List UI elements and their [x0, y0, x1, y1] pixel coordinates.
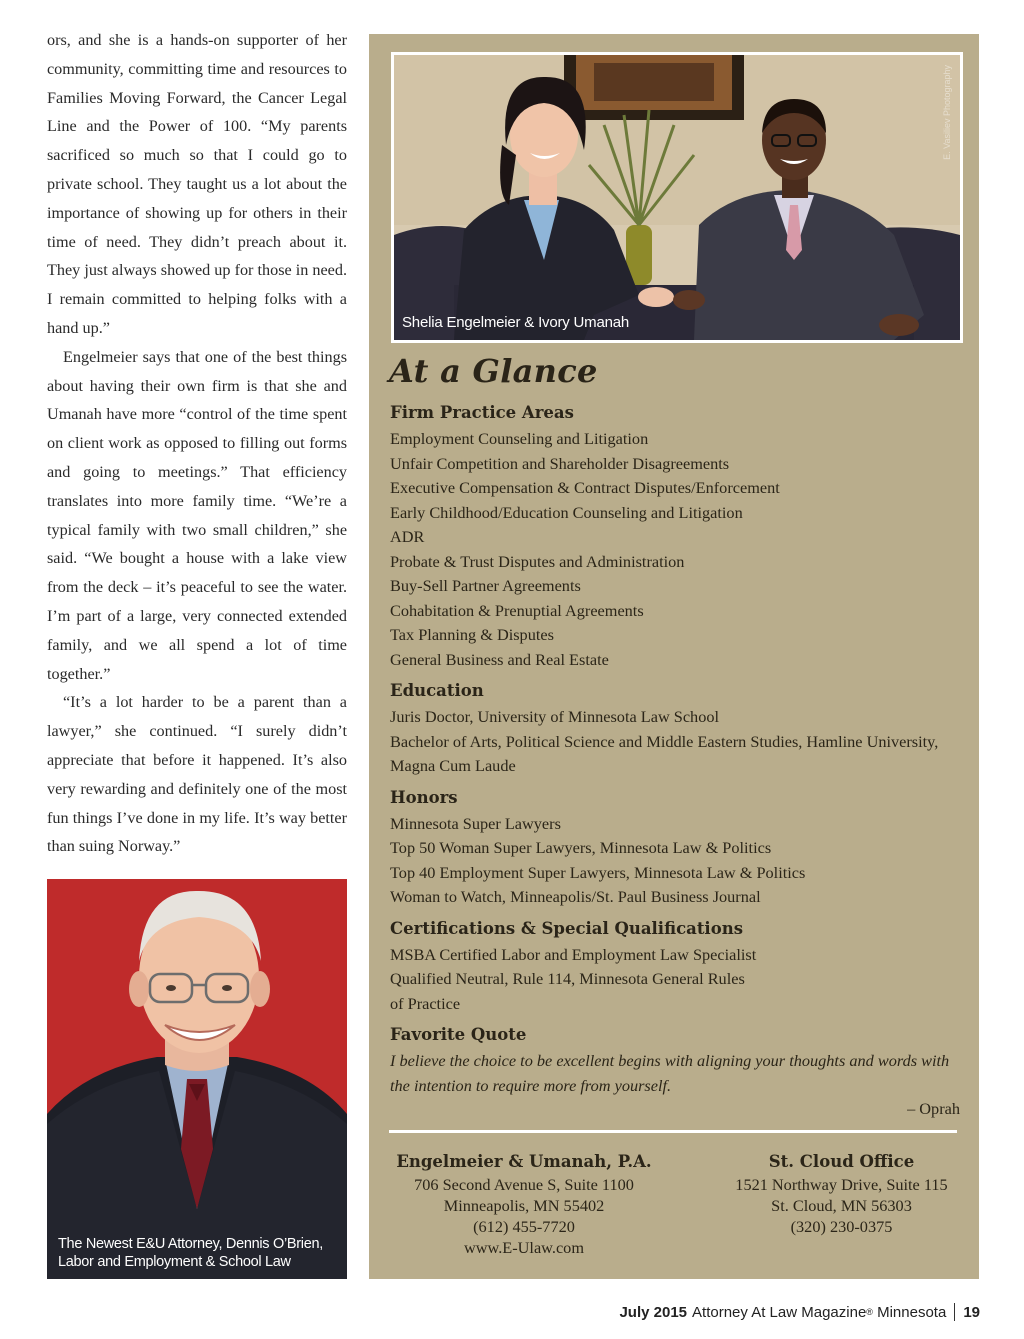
education-list — [390, 705, 960, 779]
list-item: Woman to Watch, Minneapolis/St. Paul Business Journal — [390, 887, 761, 906]
honors-section — [390, 787, 960, 910]
firm-website-link[interactable]: www.E-Ulaw.com — [464, 1238, 584, 1257]
list-item: Qualified Neutral, Rule 114, Minnesota General Rules — [390, 969, 745, 988]
list-item: Employment Counseling and Litigation — [390, 429, 649, 448]
list-item: ADR — [390, 527, 425, 546]
at-a-glance-title: At a Glance — [389, 352, 598, 390]
practice-areas-section — [390, 402, 960, 672]
list-item: Buy-Sell Partner Agreements — [390, 576, 581, 595]
founders-photo-illustration — [394, 55, 960, 340]
obrien-caption-line: The Newest E&U Attorney, Dennis O’Brien, — [58, 1236, 323, 1252]
office-phone: (612) 455-7720 — [473, 1217, 575, 1236]
at-a-glance-sidebar — [369, 34, 979, 1279]
list-item: Executive Compensation & Contract Disputes/Enforcement — [390, 478, 780, 497]
list-item: Tax Planning & Disputes — [390, 625, 554, 644]
list-item: Unfair Competition and Shareholder Disagreements — [390, 453, 730, 473]
office-city: St. Cloud, MN 56303 — [771, 1196, 912, 1215]
office-city: Minneapolis, MN 55402 — [443, 1196, 605, 1215]
photo-credit: E. Vasiliev Photography — [942, 65, 952, 160]
section-heading: Favorite Quote — [390, 1025, 527, 1044]
magazine-region: Minnesota — [877, 1303, 947, 1321]
divider — [389, 1130, 957, 1133]
certifications-section — [390, 918, 960, 1017]
footer-separator — [954, 1303, 955, 1321]
obrien-portrait-illustration — [47, 879, 347, 1279]
office-street: 706 Second Avenue S, Suite 1100 — [414, 1175, 634, 1194]
list-item: Juris Doctor, University of Minnesota Law School — [390, 707, 719, 726]
obrien-caption-line: Labor and Employment & School Law — [58, 1254, 291, 1270]
article-body — [47, 26, 347, 861]
list-item: Probate & Trust Disputes and Administration — [390, 551, 685, 571]
list-item: Cohabitation & Prenuptial Agreements — [390, 600, 644, 620]
main-office-contact — [379, 1150, 669, 1258]
founders-photo — [391, 52, 963, 343]
honors-list — [390, 812, 960, 910]
at-a-glance-content — [390, 402, 960, 1120]
favorite-quote-author: – Oprah — [907, 1099, 960, 1118]
section-heading: Certifications & Special Qualifications — [390, 918, 743, 938]
certifications-list — [390, 943, 960, 1017]
obrien-caption — [58, 1235, 343, 1271]
article-paragraph: ors, and she is a hands-on supporter of her community, committing time and resources to Families Moving Forward, the Cancer Legal Line and the Power of 100. “My parents sacrificed so much so that I could go to private school. They taught us a lot about the importance of showing up for others in their time of need. They didn’t preach about it. They just always showed up for those in need. I remain committed to helping folks with a hand up.” — [47, 31, 347, 337]
section-heading: Education — [390, 681, 484, 700]
education-section — [390, 680, 960, 779]
list-item: Top 50 Woman Super Lawyers, Minnesota Law & Politics — [390, 838, 772, 857]
firm-name: Engelmeier & Umanah, P.A. — [396, 1152, 652, 1171]
favorite-quote-text: I believe the choice to be excellent begins with aligning your thoughts and words with the intention to require more from yourself. — [390, 1051, 950, 1095]
magazine-name: Attorney At Law Magazine — [692, 1303, 867, 1321]
list-item: Bachelor of Arts, Political Science and Middle Eastern Studies, Hamline University, Magna Cum Laude — [390, 731, 939, 775]
section-heading: Firm Practice Areas — [390, 403, 574, 422]
office-street: 1521 Northway Drive, Suite 115 — [735, 1175, 948, 1194]
article-paragraph: “It’s a lot harder to be a parent than a lawyer,” she continued. “I surely didn’t appreciate that before it happened. It’s also very rewarding and definitely one of the most fun things I’ve done in my life. It’s way better than suing Norway.” — [47, 693, 347, 856]
list-item: General Business and Real Estate — [390, 649, 609, 669]
office-phone: (320) 230-0375 — [790, 1217, 893, 1236]
founders-caption: Shelia Engelmeier & Ivory Umanah — [402, 314, 630, 331]
section-heading: Honors — [390, 787, 458, 807]
list-item: Minnesota Super Lawyers — [390, 813, 561, 833]
list-item: MSBA Certified Labor and Employment Law Specialist — [390, 944, 757, 964]
page-footer — [619, 1303, 980, 1321]
page-number: 19 — [963, 1303, 980, 1321]
registered-mark: ® — [866, 1307, 873, 1317]
st-cloud-office-contact — [709, 1150, 974, 1237]
list-item: Top 40 Employment Super Lawyers, Minnesota Law & Politics — [390, 862, 806, 882]
practice-areas-list — [390, 427, 960, 672]
obrien-portrait — [47, 879, 347, 1279]
article-paragraph: Engelmeier says that one of the best things about having their own firm is that she and Umanah have more “control of the time spent on client work as opposed to filling out forms and going to meetings.” That efficiency translates into more family time. “We’re a typical family with two small children,” she said. “We bought a house with a lake view from the deck – it’s peaceful to see the water. I’m part of a large, very connected extended family, and we all spend a lot of time together.” — [47, 347, 347, 683]
list-item: Early Childhood/Education Counseling and Litigation — [390, 502, 743, 522]
list-item: of Practice — [390, 993, 461, 1013]
favorite-quote-section — [390, 1024, 960, 1120]
issue-date: July 2015 — [619, 1303, 688, 1321]
office-name: St. Cloud Office — [768, 1152, 915, 1171]
